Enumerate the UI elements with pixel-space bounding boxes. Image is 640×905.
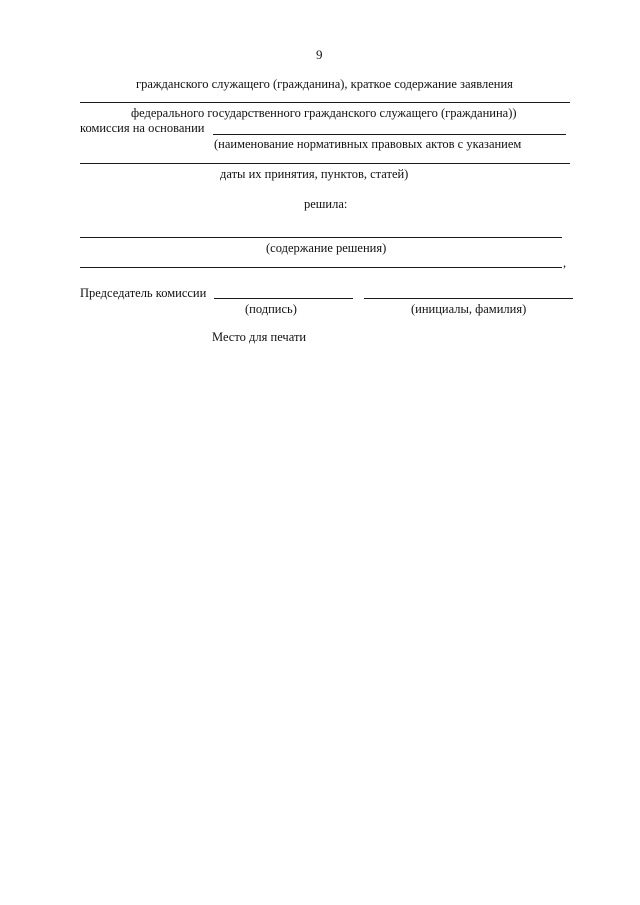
signature-fill-line: [214, 298, 353, 299]
caption-signature: (подпись): [245, 302, 297, 316]
page-number: 9: [316, 47, 323, 62]
caption-decision: (содержание решения): [266, 241, 387, 255]
chairman-label: Председатель комиссии: [80, 286, 207, 300]
decided-label: решила:: [304, 197, 348, 211]
statement-fill-line: [80, 102, 570, 103]
caption-civil-servant: федерального государственного гражданского служащего (гражданина)): [131, 106, 517, 120]
caption-acts-details: даты их принятия, пунктов, статей): [220, 167, 409, 181]
legal-acts-fill-line: [80, 163, 570, 164]
basis-fill-line: [213, 134, 566, 135]
decision-end-comma: ,: [563, 256, 567, 270]
decision-fill-line-2: [80, 267, 562, 268]
commission-basis-label: комиссия на основании: [80, 121, 205, 135]
decision-fill-line-1: [80, 237, 562, 238]
caption-initials: (инициалы, фамилия): [411, 302, 527, 316]
applicant-statement-line: гражданского служащего (гражданина), краткое содержание заявления: [136, 77, 513, 91]
seal-place-label: Место для печати: [212, 330, 307, 344]
caption-legal-acts: (наименование нормативных правовых актов с указанием: [214, 137, 522, 151]
initials-fill-line: [364, 298, 573, 299]
